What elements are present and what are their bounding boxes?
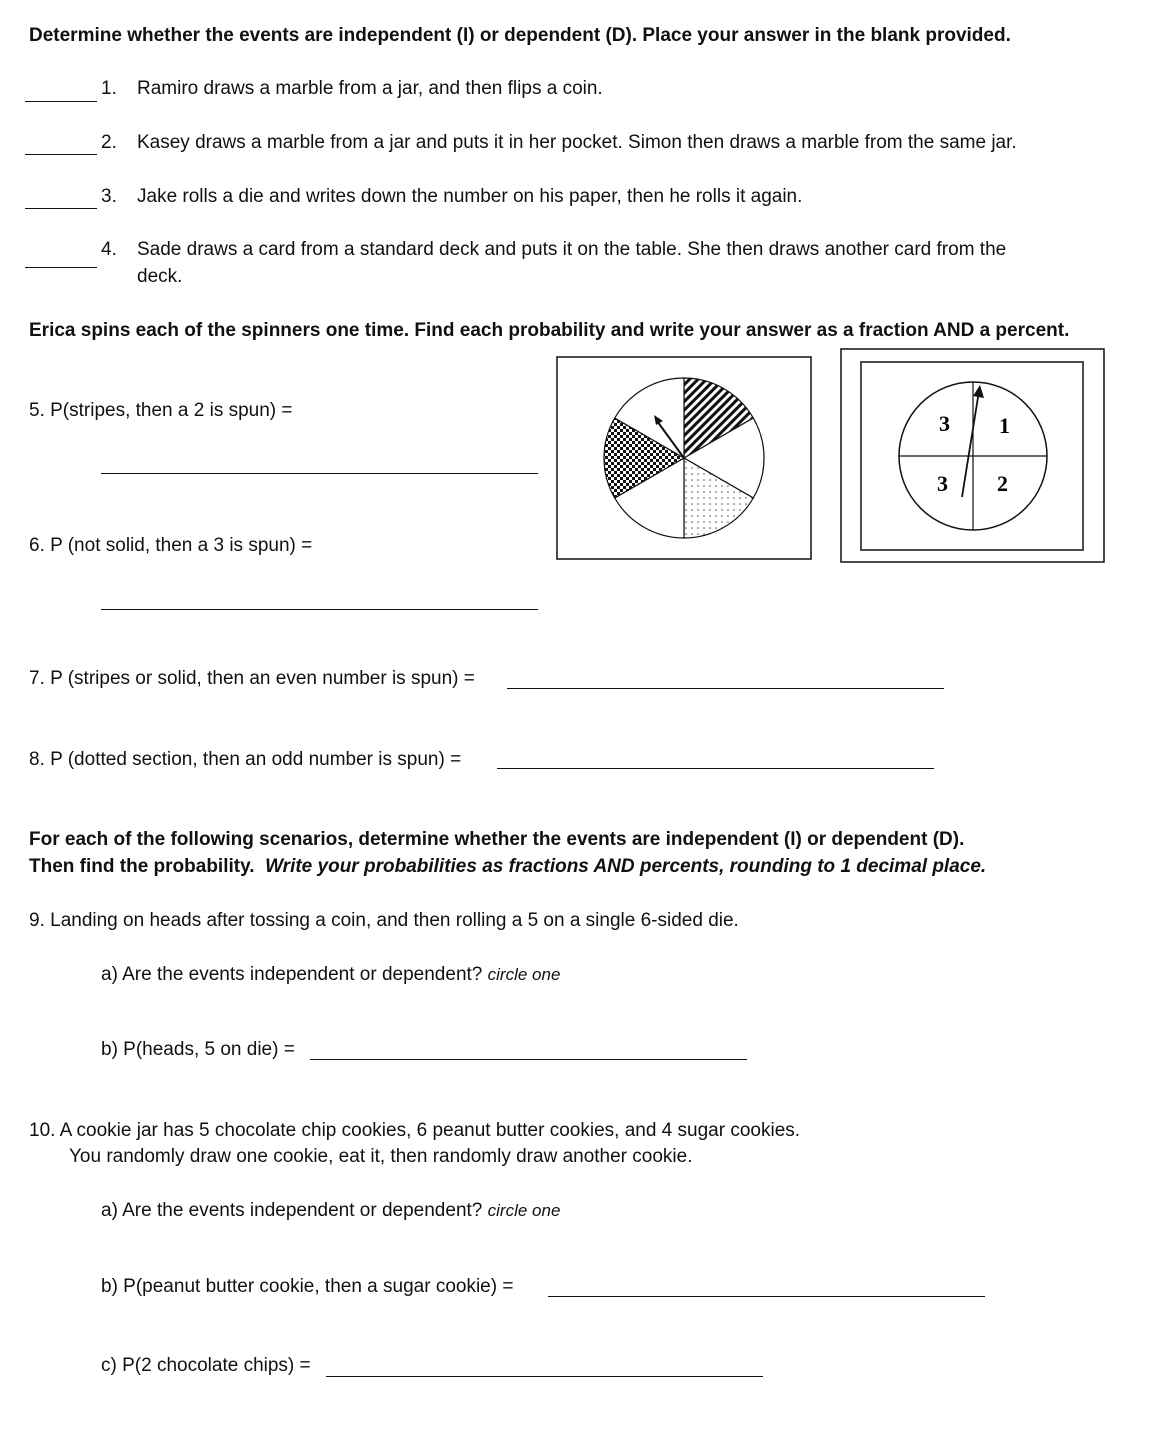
answer-blank-1[interactable] bbox=[25, 101, 97, 102]
question-9: 9. Landing on heads after tossing a coin, and then rolling a 5 on a single 6-sided die. bbox=[29, 910, 739, 931]
question-10b: b) P(peanut butter cookie, then a sugar cookie) = bbox=[101, 1276, 514, 1297]
section3-instruction-part: Then find the probability. bbox=[29, 856, 255, 877]
spinner-label-bottom-right: 2 bbox=[997, 471, 1008, 496]
section3-instruction-line1: For each of the following scenarios, determine whether the events are independent (I) or dependent (D). bbox=[29, 829, 965, 850]
question-7: 7. P (stripes or solid, then an even number is spun) = bbox=[29, 668, 475, 689]
item-number: 2. bbox=[101, 132, 117, 153]
question-10-line2: You randomly draw one cookie, eat it, then randomly draw another cookie. bbox=[69, 1146, 693, 1167]
question-10a-text: a) Are the events independent or dependent? bbox=[101, 1200, 483, 1221]
question-9a bbox=[101, 964, 560, 986]
item-text: Kasey draws a marble from a jar and puts it in her pocket. Simon then draws a marble from the same jar. bbox=[137, 132, 1017, 153]
spinner-label-top-right: 1 bbox=[999, 413, 1010, 438]
section3-instruction-emphasis: Write your probabilities as fractions AND percents, rounding to 1 decimal place. bbox=[265, 856, 987, 877]
answer-line-9b[interactable] bbox=[310, 1059, 747, 1060]
section3-instruction-line2 bbox=[29, 856, 986, 878]
question-8: 8. P (dotted section, then an odd number is spun) = bbox=[29, 749, 462, 770]
answer-blank-4[interactable] bbox=[25, 267, 97, 268]
list-item-4 bbox=[101, 239, 1006, 261]
spinner-numbers bbox=[841, 349, 1105, 563]
spinner-label-bottom-left: 3 bbox=[937, 471, 948, 496]
question-10a-note: circle one bbox=[487, 1201, 561, 1220]
item-number: 1. bbox=[101, 78, 117, 99]
spinner-label-top-left: 3 bbox=[939, 411, 950, 436]
question-10-line1: 10. A cookie jar has 5 chocolate chip cookies, 6 peanut butter cookies, and 4 sugar cookies. bbox=[29, 1120, 801, 1141]
answer-blank-2[interactable] bbox=[25, 154, 97, 155]
item-text: Ramiro draws a marble from a jar, and then flips a coin. bbox=[137, 78, 603, 99]
question-9a-note: circle one bbox=[487, 965, 561, 984]
section1-instruction: Determine whether the events are independent (I) or dependent (D). Place your answer in the blank provided. bbox=[29, 25, 1011, 46]
question-5: 5. P(stripes, then a 2 is spun) = bbox=[29, 400, 293, 421]
item-text-continued: deck. bbox=[137, 266, 183, 287]
item-number: 3. bbox=[101, 186, 117, 207]
spinner-shaded bbox=[557, 357, 811, 560]
answer-line-7[interactable] bbox=[507, 688, 944, 689]
answer-line-10b[interactable] bbox=[548, 1296, 985, 1297]
question-9b: b) P(heads, 5 on die) = bbox=[101, 1039, 295, 1060]
item-text: Sade draws a card from a standard deck and puts it on the table. She then draws another card from the bbox=[137, 239, 1007, 260]
question-10a bbox=[101, 1200, 560, 1222]
section2-instruction: Erica spins each of the spinners one time. Find each probability and write your answer as a fraction AND a percent. bbox=[29, 320, 1070, 341]
item-number: 4. bbox=[101, 239, 117, 260]
answer-line-6[interactable] bbox=[101, 609, 538, 610]
question-6: 6. P (not solid, then a 3 is spun) = bbox=[29, 535, 313, 556]
list-item-1 bbox=[101, 78, 603, 100]
item-text: Jake rolls a die and writes down the number on his paper, then he rolls it again. bbox=[137, 186, 803, 207]
answer-blank-3[interactable] bbox=[25, 208, 97, 209]
answer-line-5[interactable] bbox=[101, 473, 538, 474]
list-item-3 bbox=[101, 186, 802, 208]
list-item-2 bbox=[101, 132, 1017, 154]
answer-line-10c[interactable] bbox=[326, 1376, 763, 1377]
question-9a-text: a) Are the events independent or dependent? bbox=[101, 964, 483, 985]
answer-line-8[interactable] bbox=[497, 768, 934, 769]
question-10c: c) P(2 chocolate chips) = bbox=[101, 1355, 311, 1376]
